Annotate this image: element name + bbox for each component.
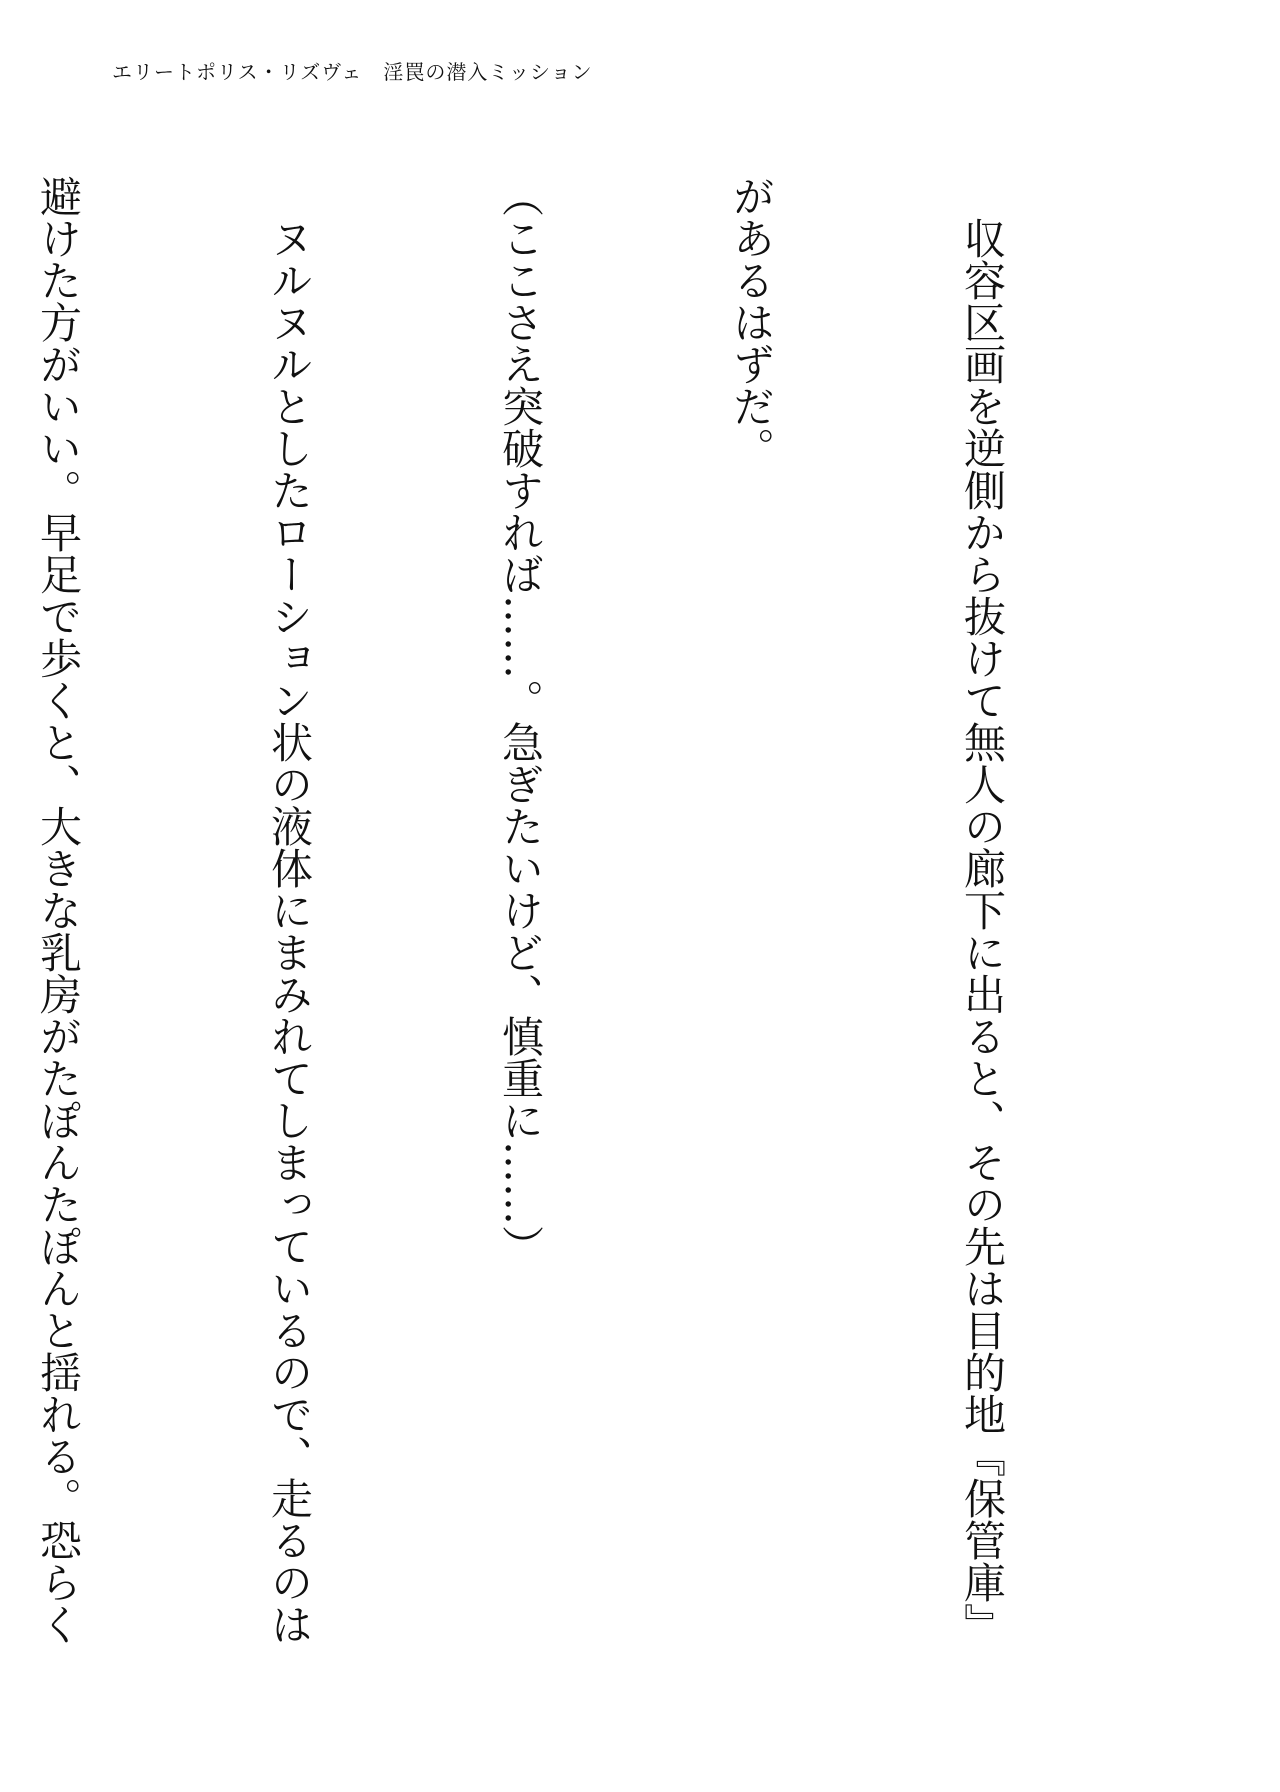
running-header: エリートポリス・リズヴェ 淫罠の潜入ミッション [112,60,593,84]
text-line: ヌルヌルとしたローション状の液体にまみれてしまっているので、走るのは [265,175,314,1645]
body-text [0,175,1175,1695]
text-line: 収容区画を逆側から抜けて無人の廊下に出ると、その先は目的地『保管庫』 [958,175,1007,1645]
text-line: （ここさえ突破すれば……。急ぎたいけど、慎重に……） [496,175,545,1267]
text-line: 避けた方がいい。早足で歩くと、大きな乳房がたぽんたぽんと揺れる。恐らく [34,175,83,1645]
text-line: があるはずだ。 [727,175,776,469]
